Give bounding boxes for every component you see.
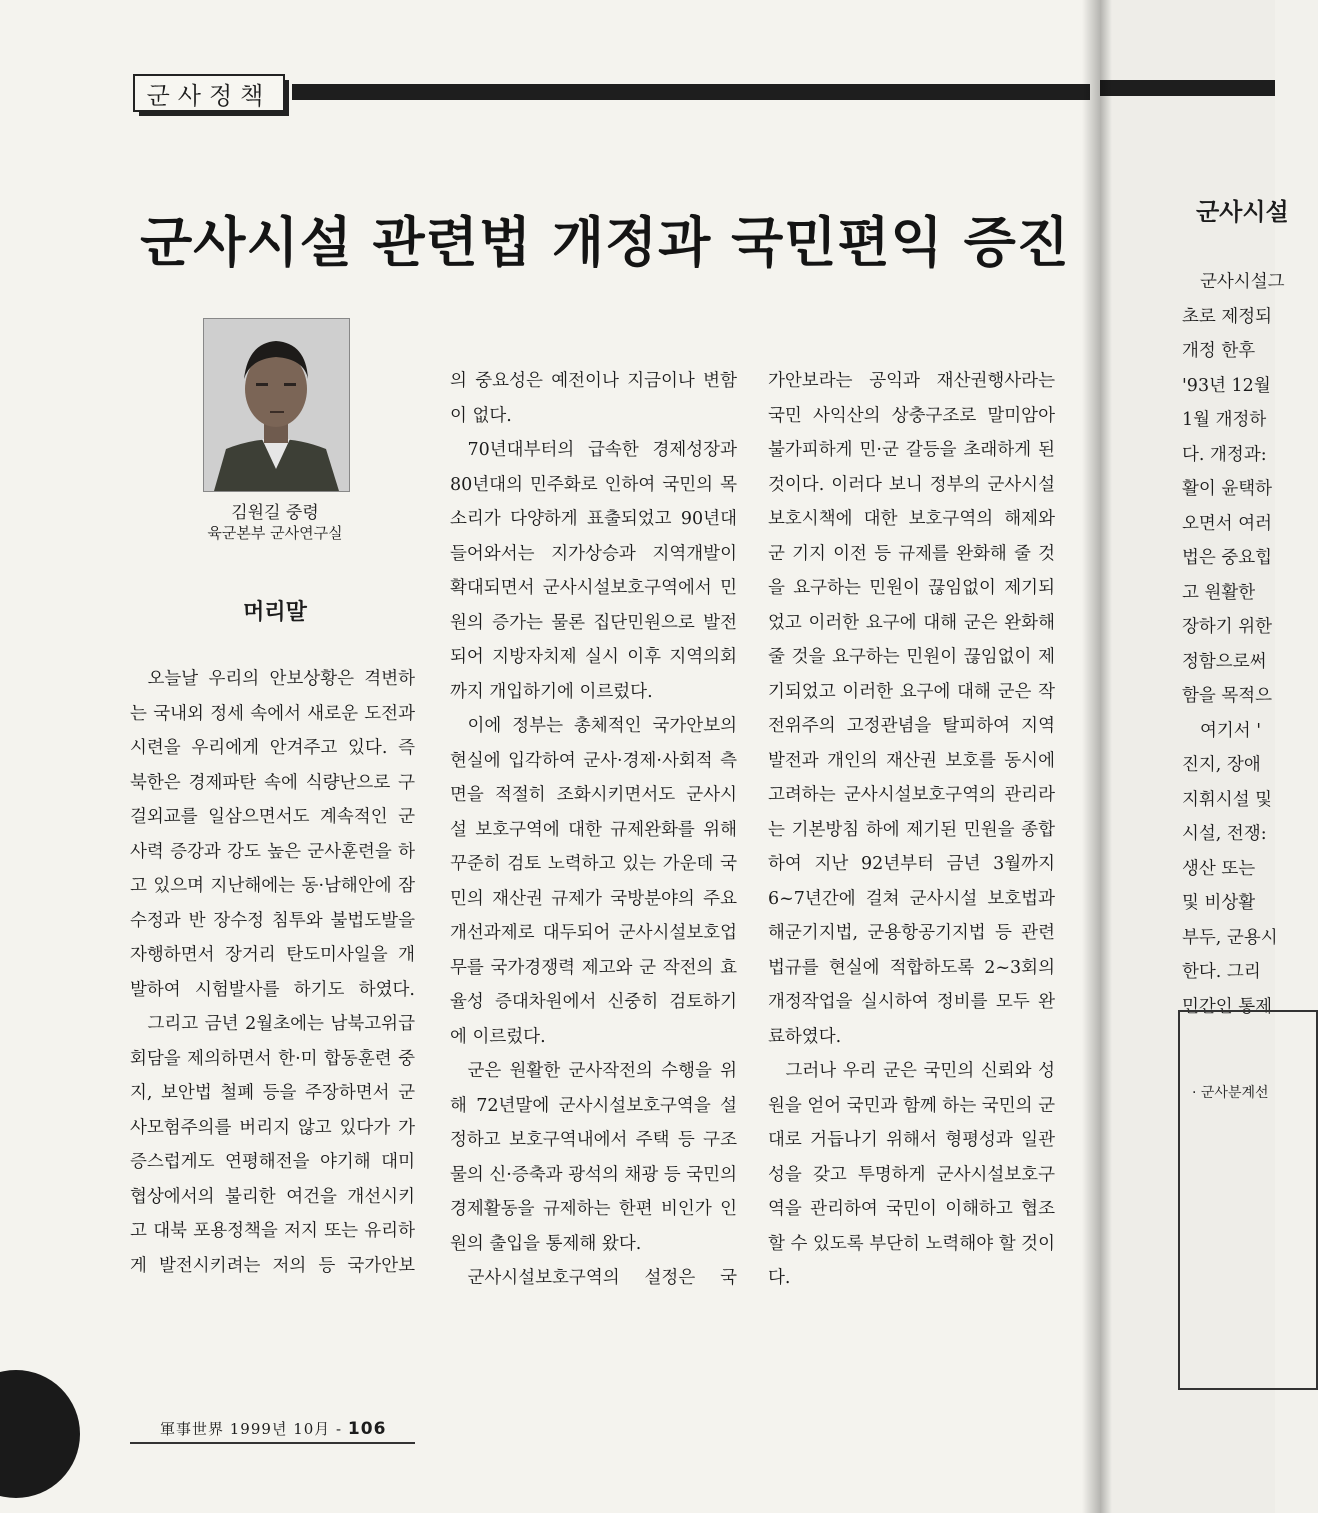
section-tag: 군사정책 bbox=[133, 74, 285, 112]
right-page-line: 다. 개정과: bbox=[1182, 444, 1267, 465]
right-page-line: 정함으로써 bbox=[1182, 651, 1267, 672]
paragraph: 그러나 우리 군은 국민의 신뢰와 성원을 얻어 국민과 함께 하는 국민의 군대로 거듭나기 위해서 형평성과 일관성을 갖고 투명하게 군사시설보호구역을 관리하여 국민이 이해하고 협조 할 수 있도록 부단히 노력해야 할 것이다. bbox=[768, 1061, 1055, 1288]
paragraph: 오늘날 우리의 안보상황은 격변하는 국내외 정세 속에서 새로운 도전과 시련을 우리에게 안겨주고 있다. 즉 북한은 경제파탄 속에 식량난으로 구걸외교를 일삼으면서도 계속적인 군사력 증강과 강도 높은 군사훈련을 하고 있으며 지난해에는 동·남해안에 잠수정과 반 장수정 침투와 불법도발을 자행하면서 장거리 탄도미사일을 개발하여 시험발사를 하기도 하였다. bbox=[130, 669, 415, 1000]
paragraph: 70년대부터의 급속한 경제성장과 80년대의 민주화로 인하여 국민의 목소리가 다양하게 표출되었고 90년대 들어와서는 지가상승과 지역개발이 확대되면서 군사시설보호구역에서 민원의 증가는 물론 집단민원으로 발전되어 지방자치제 실시 이후 지역의회까지 개입하기에 이르렀다. bbox=[450, 440, 737, 702]
right-page-line: 진지, 장애 bbox=[1182, 755, 1261, 775]
footer-rule bbox=[130, 1442, 415, 1444]
page-footer bbox=[160, 1418, 386, 1439]
right-page bbox=[1100, 0, 1289, 1513]
paragraph: 이에 정부는 총체적인 국가안보의 현실에 입각하여 군사·경제·사회적 측면을 적절히 조화시키면서도 군사시설 보호구역에 대한 규제완화를 위해 꾸준히 검토 노력하고 있는 가운데 국민의 재산권 규제가 국방분야의 주요 개선과제로 대두되어 군사시설보호업무를 국가경쟁력 제고와 군 작전의 효율성 증대차원에서 신중히 검토하기에 이르렀다. bbox=[450, 716, 737, 1047]
author-name: 김원길 중령 bbox=[231, 503, 319, 523]
right-page-heading: 군사시설 bbox=[1196, 198, 1289, 226]
article-title: 군사시설 관련법 개정과 국민편익 증진 bbox=[140, 211, 1070, 274]
author-photo bbox=[203, 318, 350, 492]
right-page-line: 및 비상활 bbox=[1182, 893, 1256, 913]
page-gutter bbox=[1082, 0, 1112, 1513]
author-affiliation: 육군본부 군사연구실 bbox=[207, 524, 343, 542]
text-column-3 bbox=[768, 364, 1055, 1296]
corner-shadow bbox=[0, 1370, 80, 1498]
right-page-line: 군사시설그 bbox=[1200, 272, 1285, 292]
right-page-line: 함을 목적으 bbox=[1182, 686, 1273, 706]
right-page-figure-box bbox=[1178, 1010, 1318, 1390]
right-page-line: 부두, 군용시 bbox=[1182, 927, 1278, 948]
right-page-line: 여기서 ' bbox=[1200, 720, 1262, 741]
right-page-line: 지휘시설 및 bbox=[1182, 789, 1273, 810]
right-page-line: 개정 한후 bbox=[1182, 341, 1256, 361]
right-page-line: '93년 12월 bbox=[1182, 375, 1271, 396]
paragraph: 그리고 금년 2월초에는 남북고위급회담을 제의하면서 한·미 합동훈련 중지, 보안법 철폐 등을 주장하면서 군사모험주의를 버리지 않고 있다가 가증스럽게도 연평해전을 야기해 대미협상에서의 불리한 여건을 개선시키고 대북 포용정책을 저지 또는 유리하게 발전시키려는 저의 등 국가안보 bbox=[130, 1014, 415, 1276]
figure-label: · 군사분계선 bbox=[1192, 1085, 1269, 1101]
paragraph: 의 중요성은 예전이나 지금이나 변함이 없다. bbox=[450, 371, 737, 426]
text-column-2 bbox=[450, 364, 737, 1296]
right-page-line: 시설, 전쟁: bbox=[1182, 824, 1267, 844]
text-column-1 bbox=[130, 662, 415, 1283]
right-page-line: 민간인 통제 bbox=[1182, 996, 1273, 1017]
right-page-line: 장하기 위한 bbox=[1182, 617, 1273, 637]
page-number: 106 bbox=[347, 1419, 387, 1439]
right-page-line: 활이 윤택하 bbox=[1182, 479, 1273, 499]
paragraph: 군사시설보호구역의 설정은 국 bbox=[467, 1268, 737, 1288]
right-page-line: 생산 또는 bbox=[1182, 858, 1256, 879]
paragraph: 군은 원활한 군사작전의 수행을 위해 72년말에 군사시설보호구역을 설정하고 보호구역내에서 주택 등 구조물의 신·증축과 광석의 채광 등 국민의 경제활동을 규제하는 한편 비인가 인원의 출입을 통제해 왔다. bbox=[450, 1061, 737, 1254]
right-header-rule bbox=[1100, 80, 1275, 96]
header-rule bbox=[292, 84, 1090, 100]
journal-name: 軍事世界 1999년 10月 - bbox=[160, 1420, 343, 1438]
paragraph: 가안보라는 공익과 재산권행사라는 국민 사익산의 상충구조로 말미암아 불가피하게 민·군 갈등을 초래하게 된 것이다. 이러다 보니 정부의 군사시설보호시책에 대한 보호구역의 해제와 군 기지 이전 등 규제를 완화해 줄 것을 요구하는 민원이 끊임없이 제기되었고 이러한 요구에 대해 군은 완화해 줄 것을 요구하는 민원이 끊임없이 제기되었고 이러한 요구에 대해 군은 작전위주의 고정관념을 탈피하여 지역발전과 개인의 재산권 보호를 동시에 고려하는 군사시설보호구역의 관리라는 기본방침 하에 제기된 민원을 종합하여 지난 92년부터 금년 3월까지 6~7년간에 걸쳐 군사시설 보호법과 해군기지법, 군용항공기지법 등 관련법규를 현실에 적합하도록 2~3회의 개정작업을 실시하여 정비를 모두 완료하였다. bbox=[768, 371, 1055, 1047]
right-page-line: 1월 개정하 bbox=[1182, 410, 1267, 430]
section-heading: 머리말 bbox=[243, 600, 307, 625]
right-page-line: 고 원활한 bbox=[1182, 582, 1256, 603]
right-page-line: 법은 중요힙 bbox=[1182, 548, 1273, 568]
right-page-line: 한다. 그리 bbox=[1182, 962, 1261, 982]
right-page-line: 초로 제정되 bbox=[1182, 306, 1273, 327]
author-portrait-icon bbox=[204, 319, 349, 491]
right-page-line: 오면서 여러 bbox=[1182, 513, 1273, 534]
